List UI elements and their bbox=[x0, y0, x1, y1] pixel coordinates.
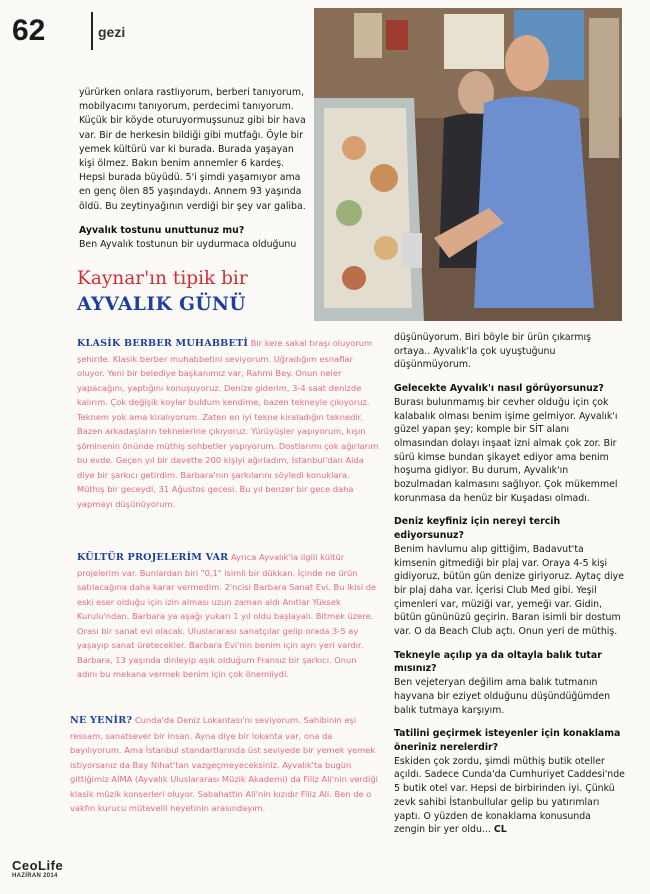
intro-answer: Ben Ayvalık tostunun bir uydurmaca olduğunu bbox=[79, 239, 297, 251]
qa-question: Gelecekte Ayvalık'ı nasıl görüyorsunuz? bbox=[394, 383, 604, 395]
photo-shop-interior bbox=[314, 8, 622, 321]
qa-answer-text: Eskiden çok zordu, şimdi müthiş butik oteller açıldı. Sadece Cunda'da Cumhuriyet Caddesi'nde 5 butik otel var. Hepsi de birbirinden iyi. Çünkü zevk sahibi İstanbullular gelip bu yatırımları yaptı. O yüzden de konaklama konusunda zengin bir yer oldu... bbox=[394, 755, 625, 836]
header-divider bbox=[91, 12, 93, 50]
headline-line2: AYVALIK GÜNÜ bbox=[77, 294, 247, 315]
qa-question: Deniz keyfiniz için nereyi tercih ediyorsunuz? bbox=[394, 516, 561, 542]
page-number: 62 bbox=[12, 14, 46, 47]
end-mark: CL bbox=[493, 824, 507, 836]
sidebar-heading: KLASİK BERBER MUHABBETİ bbox=[77, 338, 249, 349]
sidebar-block-berber bbox=[77, 336, 379, 511]
issue-date: HAZİRAN 2014 bbox=[12, 873, 58, 879]
qa-answer: Benim havlumu alıp gittiğim, Badavut'ta kimsenin gitmediği bir plaj var. Oraya 4-5 kişi gidiyoruz, bütün gün denize giriyoruz. Aytaç diye bir plaj daha var. İçerisi Club Med gibi. Yeşil çimenleri var, müziği var, yemeği var. Gidin, bütün gününüzü geçirin. Baran isimli bir dostum var. O da Beach Club açtı. Onun yeri de müthiş. bbox=[394, 543, 624, 638]
qa-item bbox=[394, 382, 625, 505]
section-label: gezi bbox=[98, 24, 126, 40]
qa-item bbox=[394, 515, 625, 638]
sidebar-block-kultur bbox=[77, 550, 379, 682]
sidebar-text: Ayrıca Ayvalık'la ilgili kültür projelerim var. Bunlardan biri "0,1" isimli bir dükkan. İçinde ne ürün satılacağına daha karar vermedim. 2'ncisi Barbara Sanat Evi. Bu ikisi de eski eser olduğu için izin alması uzun zaman aldı Anıtlar Yüksek Kurulu'ndan. Barbara ya aşağı yukarı 1 yıl oldu başlayalı. Bitmek üzere. Orası bir sanat evi olacak. Uluslararası sanatçılar gelip orada 3-5 ay yaşayıp sanat üretecekler. Barbara Evi'nin benim için ayrı yeri vardır. Barbara, 13 yaşında dinleyip aşık olduğum Fransız bir şarkıcı. Onun adını bu mekana vermek benim için çok önemliydi. bbox=[77, 552, 377, 679]
sidebar-block-yemek bbox=[70, 713, 379, 816]
intro-question: Ayvalık tostunu unuttunuz mu? bbox=[79, 224, 245, 236]
intro-column bbox=[79, 86, 307, 252]
sidebar-text: Cunda'da Deniz Lokantası'nı seviyorum. Sahibinin eşi ressam, sanatsever bir insan. Ayna diye bir lokanta var, ona da bayılıyorum. Ama İstanbul standartlarında üst seviyede bir yemek yemek istiyorsanız da Bay Nihat'tan vazgeçmeyeceksiniz. Ayvalık'ta bugün gittiğimiz AİMA (Ayvalık Uluslararası Müzik Akademi) da Filiz Ali'nin verdiği klasik müzik konserleri oluyor. Sabahattin Ali'nin kızıdır Filiz Ali. Ben de o vakfın kurucu mütevelli heyetinin arasındayım. bbox=[70, 715, 378, 813]
right-intro: düşünüyorum. Biri böyle bir ürün çıkarmış ortaya.. Ayvalık'la çok uyuştuğunu düşünmüyorum. bbox=[394, 332, 591, 371]
sidebar-heading: NE YENİR? bbox=[70, 715, 133, 726]
sidebar-text: Bir kere sakal tıraşı oluyorum şehirde. Klasik berber muhabbetini seviyorum. Uğradığım esnaflar oluyor. Yeni bir belediye başkanımız var, Rahmi Bey. Onun neler yapacağını, yaptığını konuşuyoruz. Denize giderim, 3-4 saat denizde kalırım. Çok değişik koylar buldum kendime, bazen tekneyle çıkıyoruz. Teknem yok ama kiralıyorum. Zaten en iyi tekne kiraladığın teknedir. Bazen arkadaşların teknelerine çıkıyoruz. Yürüyüşler yapıyorum, kışın şöminenin önünde müthiş sohbetler yapıyorum. Dostlarımı çok ağırlarım bu evde. Geçen yıl bir davette 200 kişiyi ağırladım, İstanbul'dan Aida diye bir şarkıcı getirdim. Barbara'nın şarkılarını söyledi konuklara. Müthiş bir geceydi, 31 Ağustos gecesi. Bu yıl benzer bir gece daha yapmayı düşünüyorum. bbox=[77, 338, 379, 509]
intro-paragraph: yürürken onlara rastlıyorum, berberi tanıyorum, mobilyacımı tanıyorum, perdecimi tanıyorum. Küçük bir köyde oturuyormuşsunuz gibi bir hava var. Bir de herkesin bildiği gibi mutfağı. Öyle bir yemek kültürü var ki burada. Burada yaşayan kişi ölmez. Bakın benim annemler 6 kardeş. Hepsi burada büyüdü. 5'i şimdi yaşamıyor ama en genç ölen 85 yaşındaydı. Annem 93 yaşında öldü. Bu zeytinyağının verdiği bir şey var galiba. bbox=[79, 87, 306, 212]
qa-question: Tekneyle açılıp ya da oltayla balık tutar mısınız? bbox=[394, 649, 602, 675]
qa-answer: Burası bulunmamış bir cevher olduğu için çok kalabalık olması benim işime gelmiyor. Ayvalık'ı güzel yapan şey; komple bir SİT alanı olmasından dolayı inşaat izni almak çok zor. Bir sürü kimse bundan şikayet ediyor ama benim hoşuma gidiyor. Bu durum, Ayvalık'ın bozulmadan kalmasını sağlıyor. Çok mükemmel korunmasa da henüz bir Kuşadası olmadı. bbox=[394, 396, 618, 504]
qa-answer: Ben vejeteryan değilim ama balık tutmanın hayvana bir eziyet olduğunu düşündüğümden balık tutmaya karşıyım. bbox=[394, 677, 611, 716]
sidebar-heading: KÜLTÜR PROJELERİM VAR bbox=[77, 552, 229, 563]
qa-answer bbox=[394, 755, 625, 837]
qa-item bbox=[394, 727, 625, 837]
qa-question: Tatilini geçirmek isteyenler için konaklama öneriniz nerelerdir? bbox=[394, 728, 621, 753]
headline-line1: Kaynar'ın tipik bir bbox=[77, 268, 248, 289]
magazine-logo: CeoLife bbox=[12, 858, 64, 873]
qa-item bbox=[394, 649, 625, 718]
right-column bbox=[394, 331, 625, 847]
